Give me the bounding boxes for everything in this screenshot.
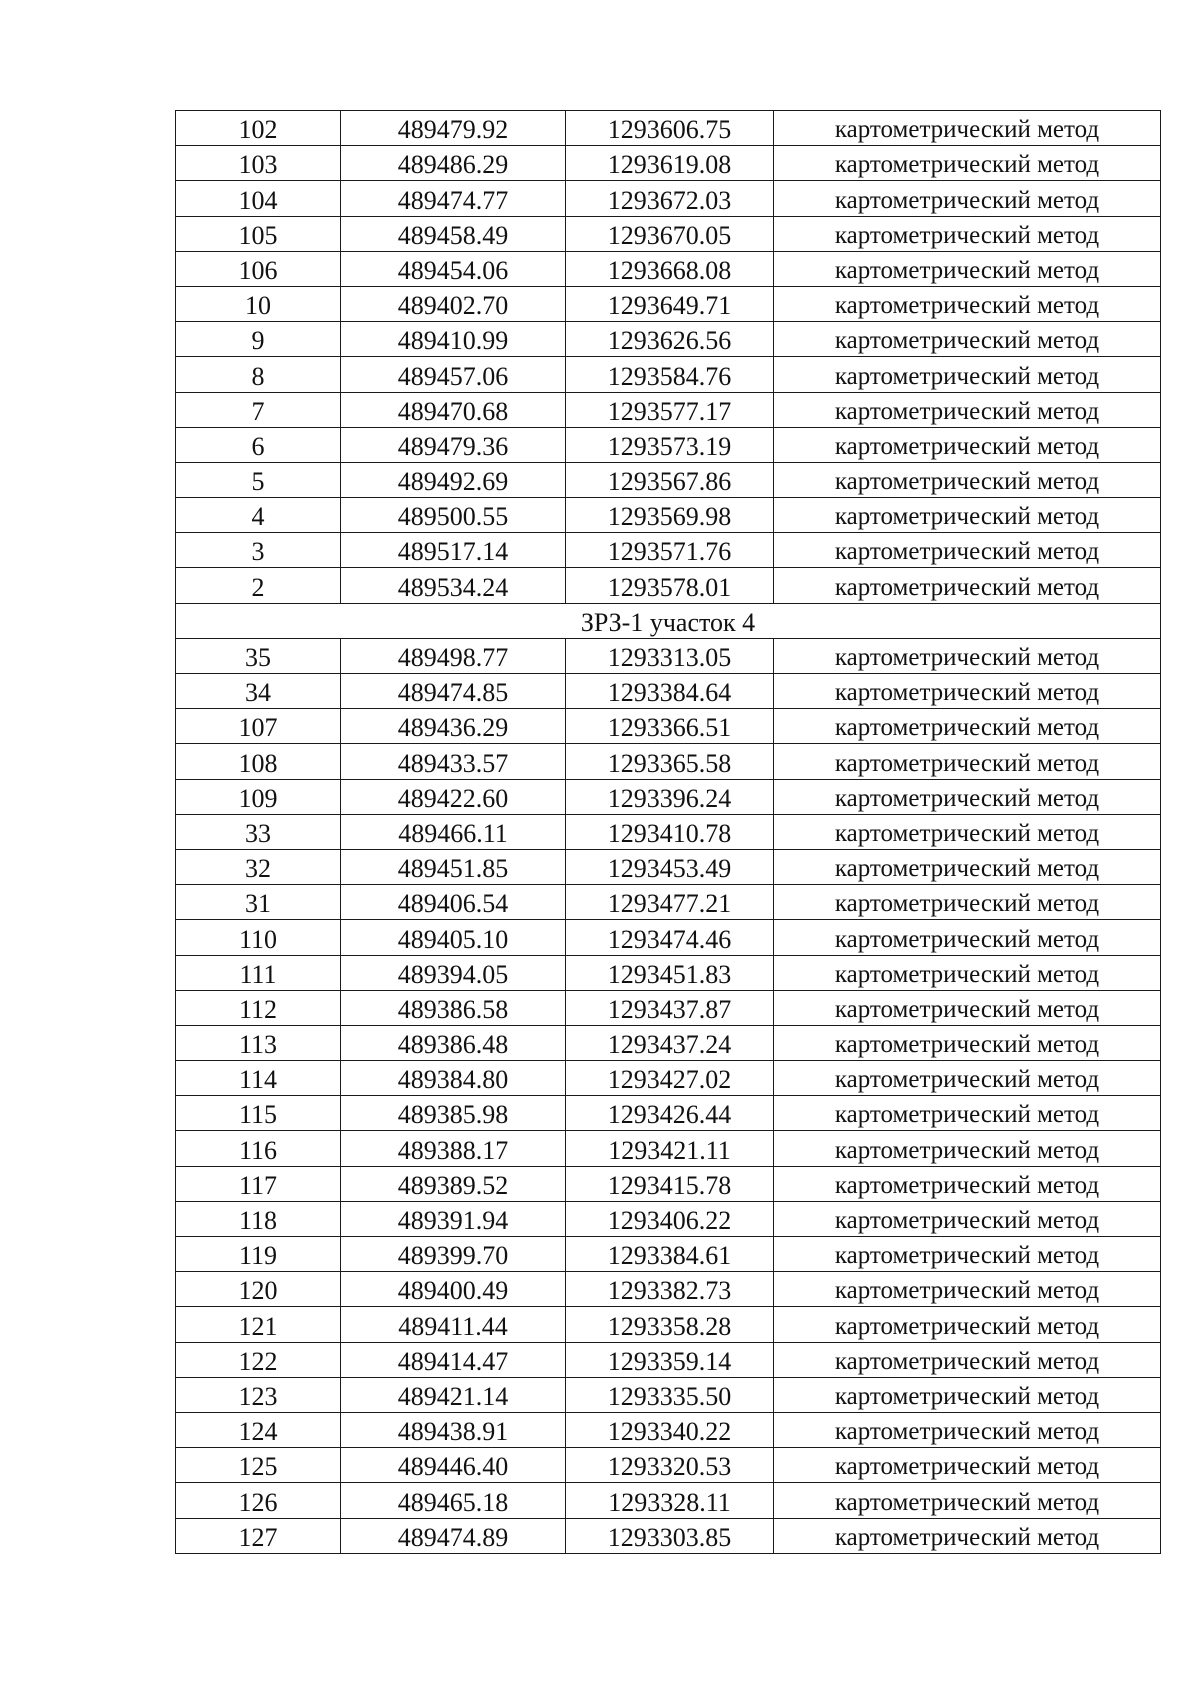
table-row <box>176 498 1161 533</box>
y-coordinate-cell: 1293606.75 <box>566 111 774 146</box>
method-cell: картометрический метод <box>774 427 1161 462</box>
x-coordinate-cell: 489384.80 <box>341 1061 566 1096</box>
point-number-cell: 116 <box>176 1131 341 1166</box>
table-row <box>176 990 1161 1025</box>
method-cell: картометрический метод <box>774 322 1161 357</box>
y-coordinate-cell: 1293366.51 <box>566 709 774 744</box>
y-coordinate-cell: 1293453.49 <box>566 849 774 884</box>
method-cell: картометрический метод <box>774 1307 1161 1342</box>
y-coordinate-cell: 1293359.14 <box>566 1342 774 1377</box>
table-row <box>176 1131 1161 1166</box>
y-coordinate-cell: 1293670.05 <box>566 216 774 251</box>
x-coordinate-cell: 489389.52 <box>341 1166 566 1201</box>
y-coordinate-cell: 1293396.24 <box>566 779 774 814</box>
y-coordinate-cell: 1293384.64 <box>566 674 774 709</box>
method-cell: картометрический метод <box>774 181 1161 216</box>
y-coordinate-cell: 1293410.78 <box>566 814 774 849</box>
point-number-cell: 119 <box>176 1237 341 1272</box>
point-number-cell: 4 <box>176 498 341 533</box>
method-cell: картометрический метод <box>774 1483 1161 1518</box>
method-cell: картометрический метод <box>774 111 1161 146</box>
method-cell: картометрический метод <box>774 498 1161 533</box>
table-row <box>176 1518 1161 1553</box>
y-coordinate-cell: 1293668.08 <box>566 251 774 286</box>
y-coordinate-cell: 1293571.76 <box>566 533 774 568</box>
table-row <box>176 1448 1161 1483</box>
y-coordinate-cell: 1293384.61 <box>566 1237 774 1272</box>
y-coordinate-cell: 1293569.98 <box>566 498 774 533</box>
table-row <box>176 920 1161 955</box>
x-coordinate-cell: 489470.68 <box>341 392 566 427</box>
x-coordinate-cell: 489391.94 <box>341 1201 566 1236</box>
point-number-cell: 117 <box>176 1166 341 1201</box>
table-row <box>176 1096 1161 1131</box>
table-row <box>176 709 1161 744</box>
table-row <box>176 1237 1161 1272</box>
point-number-cell: 34 <box>176 674 341 709</box>
table-row <box>176 286 1161 321</box>
point-number-cell: 113 <box>176 1025 341 1060</box>
point-number-cell: 3 <box>176 533 341 568</box>
method-cell: картометрический метод <box>774 251 1161 286</box>
point-number-cell: 6 <box>176 427 341 462</box>
coordinates-table-body <box>176 111 1161 1554</box>
x-coordinate-cell: 489474.85 <box>341 674 566 709</box>
x-coordinate-cell: 489500.55 <box>341 498 566 533</box>
method-cell: картометрический метод <box>774 286 1161 321</box>
method-cell: картометрический метод <box>774 533 1161 568</box>
y-coordinate-cell: 1293415.78 <box>566 1166 774 1201</box>
x-coordinate-cell: 489479.36 <box>341 427 566 462</box>
table-row <box>176 849 1161 884</box>
point-number-cell: 124 <box>176 1412 341 1447</box>
method-cell: картометрический метод <box>774 709 1161 744</box>
method-cell: картометрический метод <box>774 674 1161 709</box>
method-cell: картометрический метод <box>774 1272 1161 1307</box>
x-coordinate-cell: 489436.29 <box>341 709 566 744</box>
method-cell: картометрический метод <box>774 920 1161 955</box>
x-coordinate-cell: 489466.11 <box>341 814 566 849</box>
point-number-cell: 109 <box>176 779 341 814</box>
x-coordinate-cell: 489422.60 <box>341 779 566 814</box>
x-coordinate-cell: 489399.70 <box>341 1237 566 1272</box>
section-title: ЗРЗ-1 участок 4 <box>176 603 1161 638</box>
method-cell: картометрический метод <box>774 955 1161 990</box>
method-cell: картометрический метод <box>774 1342 1161 1377</box>
section-header-row <box>176 603 1161 638</box>
x-coordinate-cell: 489414.47 <box>341 1342 566 1377</box>
method-cell: картометрический метод <box>774 779 1161 814</box>
method-cell: картометрический метод <box>774 1201 1161 1236</box>
table-row <box>176 1483 1161 1518</box>
x-coordinate-cell: 489474.89 <box>341 1518 566 1553</box>
y-coordinate-cell: 1293573.19 <box>566 427 774 462</box>
y-coordinate-cell: 1293649.71 <box>566 286 774 321</box>
method-cell: картометрический метод <box>774 1096 1161 1131</box>
method-cell: картометрический метод <box>774 357 1161 392</box>
method-cell: картометрический метод <box>774 392 1161 427</box>
table-row <box>176 181 1161 216</box>
method-cell: картометрический метод <box>774 638 1161 673</box>
y-coordinate-cell: 1293382.73 <box>566 1272 774 1307</box>
y-coordinate-cell: 1293303.85 <box>566 1518 774 1553</box>
x-coordinate-cell: 489457.06 <box>341 357 566 392</box>
point-number-cell: 32 <box>176 849 341 884</box>
x-coordinate-cell: 489386.48 <box>341 1025 566 1060</box>
point-number-cell: 110 <box>176 920 341 955</box>
point-number-cell: 126 <box>176 1483 341 1518</box>
x-coordinate-cell: 489421.14 <box>341 1377 566 1412</box>
table-row <box>176 779 1161 814</box>
x-coordinate-cell: 489534.24 <box>341 568 566 603</box>
x-coordinate-cell: 489386.58 <box>341 990 566 1025</box>
y-coordinate-cell: 1293437.87 <box>566 990 774 1025</box>
point-number-cell: 9 <box>176 322 341 357</box>
table-row <box>176 638 1161 673</box>
table-row <box>176 1272 1161 1307</box>
table-row <box>176 216 1161 251</box>
x-coordinate-cell: 489492.69 <box>341 462 566 497</box>
x-coordinate-cell: 489405.10 <box>341 920 566 955</box>
x-coordinate-cell: 489410.99 <box>341 322 566 357</box>
method-cell: картометрический метод <box>774 1166 1161 1201</box>
point-number-cell: 8 <box>176 357 341 392</box>
table-row <box>176 1377 1161 1412</box>
y-coordinate-cell: 1293451.83 <box>566 955 774 990</box>
method-cell: картометрический метод <box>774 1025 1161 1060</box>
x-coordinate-cell: 489385.98 <box>341 1096 566 1131</box>
coordinates-table <box>175 110 1161 1554</box>
method-cell: картометрический метод <box>774 1518 1161 1553</box>
method-cell: картометрический метод <box>774 146 1161 181</box>
point-number-cell: 115 <box>176 1096 341 1131</box>
x-coordinate-cell: 489458.49 <box>341 216 566 251</box>
table-row <box>176 251 1161 286</box>
method-cell: картометрический метод <box>774 1061 1161 1096</box>
x-coordinate-cell: 489394.05 <box>341 955 566 990</box>
table-row <box>176 1061 1161 1096</box>
point-number-cell: 5 <box>176 462 341 497</box>
point-number-cell: 102 <box>176 111 341 146</box>
method-cell: картометрический метод <box>774 990 1161 1025</box>
point-number-cell: 122 <box>176 1342 341 1377</box>
x-coordinate-cell: 489474.77 <box>341 181 566 216</box>
table-row <box>176 955 1161 990</box>
point-number-cell: 106 <box>176 251 341 286</box>
point-number-cell: 123 <box>176 1377 341 1412</box>
table-row <box>176 427 1161 462</box>
y-coordinate-cell: 1293313.05 <box>566 638 774 673</box>
x-coordinate-cell: 489411.44 <box>341 1307 566 1342</box>
table-row <box>176 885 1161 920</box>
point-number-cell: 127 <box>176 1518 341 1553</box>
table-row <box>176 462 1161 497</box>
x-coordinate-cell: 489454.06 <box>341 251 566 286</box>
point-number-cell: 104 <box>176 181 341 216</box>
y-coordinate-cell: 1293477.21 <box>566 885 774 920</box>
method-cell: картометрический метод <box>774 885 1161 920</box>
x-coordinate-cell: 489479.92 <box>341 111 566 146</box>
point-number-cell: 112 <box>176 990 341 1025</box>
y-coordinate-cell: 1293672.03 <box>566 181 774 216</box>
table-row <box>176 322 1161 357</box>
y-coordinate-cell: 1293567.86 <box>566 462 774 497</box>
y-coordinate-cell: 1293320.53 <box>566 1448 774 1483</box>
x-coordinate-cell: 489446.40 <box>341 1448 566 1483</box>
y-coordinate-cell: 1293619.08 <box>566 146 774 181</box>
y-coordinate-cell: 1293358.28 <box>566 1307 774 1342</box>
point-number-cell: 120 <box>176 1272 341 1307</box>
table-row <box>176 1307 1161 1342</box>
point-number-cell: 114 <box>176 1061 341 1096</box>
method-cell: картометрический метод <box>774 462 1161 497</box>
y-coordinate-cell: 1293437.24 <box>566 1025 774 1060</box>
method-cell: картометрический метод <box>774 814 1161 849</box>
point-number-cell: 107 <box>176 709 341 744</box>
x-coordinate-cell: 489400.49 <box>341 1272 566 1307</box>
table-row <box>176 674 1161 709</box>
method-cell: картометрический метод <box>774 1448 1161 1483</box>
point-number-cell: 103 <box>176 146 341 181</box>
x-coordinate-cell: 489406.54 <box>341 885 566 920</box>
y-coordinate-cell: 1293406.22 <box>566 1201 774 1236</box>
x-coordinate-cell: 489388.17 <box>341 1131 566 1166</box>
point-number-cell: 35 <box>176 638 341 673</box>
y-coordinate-cell: 1293328.11 <box>566 1483 774 1518</box>
y-coordinate-cell: 1293421.11 <box>566 1131 774 1166</box>
point-number-cell: 7 <box>176 392 341 427</box>
method-cell: картометрический метод <box>774 1377 1161 1412</box>
point-number-cell: 33 <box>176 814 341 849</box>
x-coordinate-cell: 489402.70 <box>341 286 566 321</box>
point-number-cell: 125 <box>176 1448 341 1483</box>
y-coordinate-cell: 1293474.46 <box>566 920 774 955</box>
point-number-cell: 2 <box>176 568 341 603</box>
method-cell: картометрический метод <box>774 1412 1161 1447</box>
method-cell: картометрический метод <box>774 744 1161 779</box>
point-number-cell: 31 <box>176 885 341 920</box>
table-row <box>176 568 1161 603</box>
table-row <box>176 1342 1161 1377</box>
y-coordinate-cell: 1293427.02 <box>566 1061 774 1096</box>
x-coordinate-cell: 489433.57 <box>341 744 566 779</box>
x-coordinate-cell: 489438.91 <box>341 1412 566 1447</box>
method-cell: картометрический метод <box>774 568 1161 603</box>
method-cell: картометрический метод <box>774 1131 1161 1166</box>
table-row <box>176 744 1161 779</box>
x-coordinate-cell: 489465.18 <box>341 1483 566 1518</box>
point-number-cell: 121 <box>176 1307 341 1342</box>
table-row <box>176 111 1161 146</box>
table-row <box>176 146 1161 181</box>
y-coordinate-cell: 1293578.01 <box>566 568 774 603</box>
point-number-cell: 118 <box>176 1201 341 1236</box>
y-coordinate-cell: 1293626.56 <box>566 322 774 357</box>
y-coordinate-cell: 1293584.76 <box>566 357 774 392</box>
x-coordinate-cell: 489498.77 <box>341 638 566 673</box>
point-number-cell: 105 <box>176 216 341 251</box>
table-row <box>176 533 1161 568</box>
table-row <box>176 1025 1161 1060</box>
method-cell: картометрический метод <box>774 1237 1161 1272</box>
point-number-cell: 10 <box>176 286 341 321</box>
table-row <box>176 814 1161 849</box>
point-number-cell: 111 <box>176 955 341 990</box>
y-coordinate-cell: 1293577.17 <box>566 392 774 427</box>
x-coordinate-cell: 489451.85 <box>341 849 566 884</box>
table-row <box>176 1412 1161 1447</box>
y-coordinate-cell: 1293335.50 <box>566 1377 774 1412</box>
y-coordinate-cell: 1293340.22 <box>566 1412 774 1447</box>
table-row <box>176 1166 1161 1201</box>
table-row <box>176 357 1161 392</box>
method-cell: картометрический метод <box>774 216 1161 251</box>
point-number-cell: 108 <box>176 744 341 779</box>
x-coordinate-cell: 489517.14 <box>341 533 566 568</box>
table-row <box>176 392 1161 427</box>
y-coordinate-cell: 1293426.44 <box>566 1096 774 1131</box>
method-cell: картометрический метод <box>774 849 1161 884</box>
x-coordinate-cell: 489486.29 <box>341 146 566 181</box>
table-row <box>176 1201 1161 1236</box>
y-coordinate-cell: 1293365.58 <box>566 744 774 779</box>
